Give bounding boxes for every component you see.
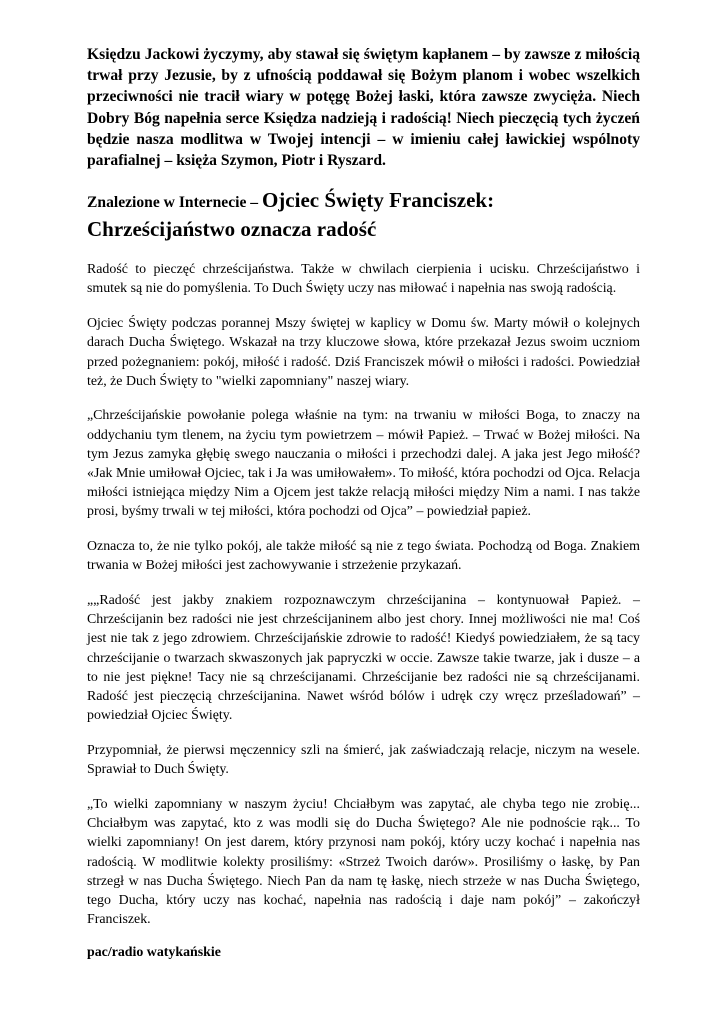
article-paragraph-2: Ojciec Święty podczas porannej Mszy świętej w kaplicy w Domu św. Marty mówił o kolejnych darach Ducha Świętego. Wskazał na trzy kluczowe słowa, które przekazał Jezus swoim uczniom przed pożegnaniem: pokój, miłość i radość. Dziś Franciszek mówił o miłości i radości. Powiedział też, że Duch Święty to "wielki zapomniany" naszej wiary. <box>87 316 640 389</box>
article-paragraph-7: „To wielki zapomniany w naszym życiu! Chciałbym was zapytać, ale chyba tego nie zrobię... Chciałbym was zapytać, kto z was modli się do Ducha Świętego? Ale nie podnoście rąk... To wielki zapomniany! On jest darem, który przynosi nam pokój, który uczy kochać i napełnia nas radością. W modlitwie kolekty prosiliśmy: «Strzeż Twoich darów». Prosiliśmy o łaskę, by Pan strzegł w nas Ducha Świętego. Niech Pan da nam tę łaskę, niech strzeże w nas Ducha Świętego, tego Ducha, który uczy nas kochać, napełnia nas radością i daje nam pokój” – zakończył Franciszek. <box>87 796 640 928</box>
article-heading <box>87 187 640 245</box>
article-paragraph-5: „„Radość jest jakby znakiem rozpoznawczym chrześcijanina – kontynuował Papież. – Chrześcijanin bez radości nie jest chrześcijaninem albo jest chory. Innej możliwości nie ma! Coś jest nie tak z jego zdrowiem. Chrześcijańskie zdrowie to radość! Kiedyś powiedziałem, że są tacy chrześcijanie o twarzach skwaszonych jak papryczki w occie. Zawsze takie twarze, jak i dusze – a to nie jest piękne! Tacy nie są chrześcijanami. Chrześcijanie bez radości nie są chrześcijanami. Radość jest pieczęcią chrześcijanina. Nawet wśród bólów i udręk czy wręcz prześladowań” – powiedział Ojciec Święty. <box>87 593 640 724</box>
intro-wishes-paragraph: Księdzu Jackowi życzymy, aby stawał się świętym kapłanem – by zawsze z miłością trwał przy Jezusie, by z ufnością poddawał się Bożym planom i wobec wszelkich przeciwności nie tracił wiary w potęgę Bożej łaski, która zawsze zwycięża. Niech Dobry Bóg napełnia serce Księdza nadzieją i radością! Niech pieczęcią tych życzeń będzie nasza modlitwa w Twojej intencji – w imieniu całej ławickiej wspólnoty parafialnej – księża Szymon, Piotr i Ryszard. <box>87 46 640 170</box>
document-page <box>87 44 640 963</box>
article-signature: pac/radio watykańskie <box>87 945 221 961</box>
article-paragraph-1: Radość to pieczęć chrześcijaństwa. Także w chwilach cierpienia i ucisku. Chrześcijaństwo i smutek są nie do pomyślenia. To Duch Święty uczy nas miłować i napełnia nas swoją radością. <box>87 262 640 297</box>
article-paragraph-4: Oznacza to, że nie tylko pokój, ale także miłość są nie z tego świata. Pochodzą od Boga. Znakiem trwania w Bożej miłości jest zachowywanie i strzeżenie przykazań. <box>87 539 640 574</box>
article-title: Ojciec Święty Franciszek: Chrześcijaństwo oznacza radość <box>87 188 495 242</box>
article-source-prefix: Znalezione w Internecie – <box>87 194 262 212</box>
article-paragraph-6: Przypomniał, że pierwsi męczennicy szli na śmierć, jak zaświadczają relacje, niczym na wesele. Sprawiał to Duch Święty. <box>87 742 640 778</box>
article-paragraph-3: „Chrześcijańskie powołanie polega właśnie na tym: na trwaniu w miłości Boga, to znaczy na oddychaniu tym tlenem, na życiu tym powietrzem – mówił Papież. – Trwać w Bożej miłości. Na tym Jezus zamyka głębię swego nauczania o miłości i przechodzi dalej. A jaka jest Jego miłość? «Jak Mnie umiłował Ojciec, tak i Ja was umiłowałem». To miłość, która pochodzi od Ojca. Relacja miłości istniejąca między Nim a Ojcem jest także relacją miłości między Nim a nami. I nas także prosi, byśmy trwali w tej miłości, która pochodzi od Ojca” – powiedział papież. <box>87 408 640 520</box>
